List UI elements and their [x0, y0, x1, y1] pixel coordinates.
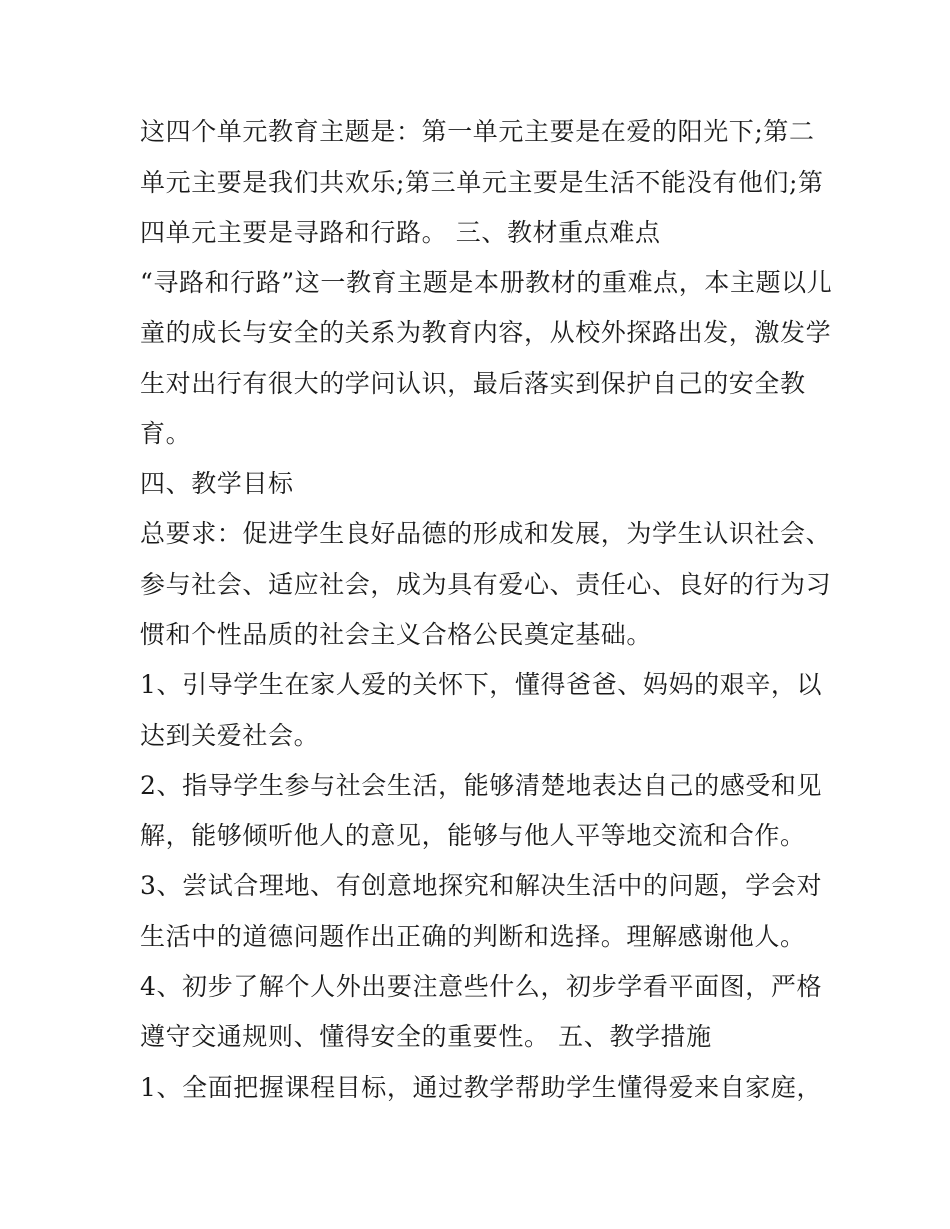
text-line: 单元主要是我们共欢乐;第三单元主要是生活不能没有他们;第: [140, 168, 824, 197]
section-heading: 四、教学目标: [140, 469, 294, 498]
text-line: 童的成长与安全的关系为教育内容，从校外探路出发，激发学: [140, 318, 832, 347]
list-item-text: 生活中的道德问题作出正确的判断和选择。理解感谢他人。: [140, 922, 806, 951]
list-item-text: 遵守交通规则、懂得安全的重要性。 五、教学措施: [140, 1022, 712, 1051]
text-line: 这四个单元教育主题是：第一单元主要是在爱的阳光下;第二: [140, 117, 815, 146]
text-line: 育。: [140, 419, 192, 448]
list-item-text: 4、初步了解个人外出要注意些什么，初步学看平面图，严格: [140, 972, 823, 1001]
text-line: 惯和个性品质的社会主义合格公民奠定基础。: [140, 620, 653, 649]
list-item-text: 3、尝试合理地、有创意地探究和解决生活中的问题，学会对: [140, 871, 823, 900]
list-item-text: 1、引导学生在家人爱的关怀下，懂得爸爸、妈妈的艰辛，以: [140, 670, 823, 699]
list-item-text: 解，能够倾听他人的意见，能够与他人平等地交流和合作。: [140, 821, 806, 850]
text-line: “寻路和行路”这一教育主题是本册教材的重难点，本主题以儿: [140, 268, 833, 297]
text-line: 四单元主要是寻路和行路。 三、教材重点难点: [140, 218, 661, 247]
list-item-text: 达到关爱社会。: [140, 721, 320, 750]
text-line: 生对出行有很大的学问认识，最后落实到保护自己的安全教: [140, 369, 806, 398]
text-line: 总要求：促进学生良好品德的形成和发展，为学生认识社会、: [140, 519, 832, 548]
list-item-text: 1、全面把握课程目标，通过教学帮助学生懂得爱来自家庭，: [140, 1073, 823, 1102]
list-item-text: 2、指导学生参与社会生活，能够清楚地表达自己的感受和见: [140, 771, 823, 800]
text-line: 参与社会、适应社会，成为具有爱心、责任心、良好的行为习: [140, 570, 832, 599]
